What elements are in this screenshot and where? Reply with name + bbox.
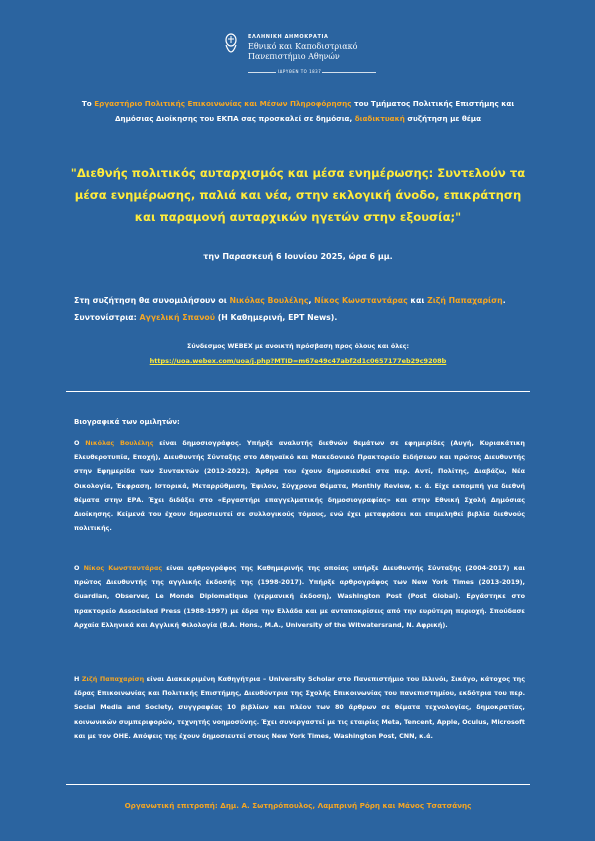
bio3-name: Ζιζή Παπαχαρίση xyxy=(81,675,145,683)
organizing-committee xyxy=(66,801,530,810)
webex-link[interactable]: https://uoa.webex.com/uoa/j.php?MTID=m67e49c47abf2d1c0657177eb29c9208b xyxy=(149,357,447,365)
speaker-name-1: Νικόλας Βουλέλης xyxy=(229,296,309,305)
logo-divider-left xyxy=(248,72,276,73)
intro-text-2: του Τμήματος Πολιτικής Επιστήμης και Δημόσιας Διοίκησης του ΕΚΠΑ σας προσκαλεί σε δημόσια, xyxy=(114,99,515,123)
intro-text-1: Το xyxy=(81,99,95,108)
university-crest-icon xyxy=(221,33,241,59)
speakers-text-2: . Συντονίστρια: xyxy=(74,296,506,322)
logo-line-1: ΕΛΛΗΝΙΚΗ ΔΗΜΟΚΡΑΤΙΑ xyxy=(248,34,329,40)
bios-heading: Βιογραφικά των ομιλητών: xyxy=(74,418,180,426)
speakers-text-1: Στη συζήτηση θα συνομιλήσουν οι xyxy=(74,296,230,305)
bio-voulelis xyxy=(74,436,525,535)
divider-bottom xyxy=(66,784,530,785)
bio2-name: Νίκος Κωνσταντάρας xyxy=(83,564,163,572)
intro-paragraph xyxy=(66,96,530,126)
logo-motto: ΙΔΡΥΘΕΝ ΤΟ 1837 xyxy=(278,69,322,74)
bio-konstantaras xyxy=(74,561,525,632)
organizing-names: Δημ. Α. Σωτηρόπουλος, Λαμπρινή Ρόρη και Μάνος Τσατσάνης xyxy=(217,801,472,810)
speakers-paragraph xyxy=(74,292,526,326)
university-logo xyxy=(221,33,377,81)
intro-text-3: συζήτηση με θέμα xyxy=(404,114,482,123)
bio-papacharissi xyxy=(74,672,525,743)
speaker-name-2: Νίκος Κωνσταντάρας xyxy=(314,296,408,305)
divider-top xyxy=(66,391,530,392)
bio1-name: Νικόλας Βουλέλης xyxy=(85,439,154,447)
bio3-text: είναι Διακεκριμένη Καθηγήτρια – University Scholar στο Πανεπιστήμιο του Ιλλινόι, Σικάγο, κάτοχος της έδρας Επικοινωνίας και Πολιτικής Επιστήμης, Διευθύντρια της Σχολής Επικοινωνίας του πανεπιστημίου, εκδότρια του περ. Social Media and Society, συγγραφέας 10 βιβλίων και πλέον των 80 άρθρων σε θέματα τεχνολογίας, δημοκρατίας, κοινωνικών συμπεριφορών, τεχνητής νοημοσύνης. Έχει συνεργαστεί με τις εταιρίες Meta, Tencent, Apple, Oculus, Microsoft και με τον ΟΗΕ. Απόψεις της έχουν δημοσιευτεί στους New York Times, Washington Post, CNN, κ.ά. xyxy=(74,675,525,740)
bio1-prefix: Ο xyxy=(74,439,86,447)
logo-line-3: Πανεπιστήμιο Αθηνών xyxy=(248,52,340,61)
bio1-text: είναι δημοσιογράφος. Υπήρξε αναλυτής διεθνών θεμάτων σε εφημερίδες (Αυγή, Κυριακάτικη Ελευθεροτυπία, Εποχή), Διευθυντής Σύνταξης στο Αθηναϊκό και Μακεδονικό Πρακτορείο Ειδήσεων και πρώτος Διευθυντής στην Εφημερίδα των Συντακτών (2012-2022). Άρθρα του έχουν δημοσιευθεί στα περ. Αντί, Πολίτης, Διαβάζω, Νέα Οικολογία, Έκφραση, Ιστορικά, Μεταρρύθμιση, Έψιλον, Σύγχρονα Θέματα, Monthly Review, κ. ά. Είχε εκπομπή για διεθνή θέματα στην ΕΡΑ. Έχει διδάξει στο «Εργαστήρι επαγγελματικής δημοσιογραφίας» και στην Εθνική Σχολή Δημόσιας Διοίκησης. Κείμενά του έχουν δημοσιευτεί σε συλλογικούς τόμους, ενώ έχει μεταφράσει και επιμεληθεί βιβλία διεθνούς πολιτικής. xyxy=(74,439,525,533)
speaker-name-3: Ζιζή Παπαχαρίση xyxy=(427,296,503,305)
moderator-name: Αγγελική Σπανού xyxy=(139,313,216,322)
bio3-prefix: Η xyxy=(74,675,82,683)
bio2-prefix: Ο xyxy=(74,564,84,572)
speakers-sep-2: και xyxy=(407,296,428,305)
bio2-text: είναι αρθρογράφος της Καθημερινής της οποίας υπήρξε Διευθυντής Σύνταξης (2004-2017) και πρώτος Διευθυντής της αγγλικής έκδοσής της (1998-2017). Υπήρξε αρθρογράφος των New York Times (2013-2019), Guardian, Observer, Le Monde Diplomatique (γερμανική έκδοση), Washington Post (Post Global). Εργάστηκε στο πρακτορείο Associated Press (1988-1997) με έδρα την Ελλάδα και με ανταποκρίσεις από την ευρύτερη περιοχή. Σπούδασε Αρχαία Ελληνικά και Αγγλική Φιλολογία (B.A. Hons., M.A., University of the Witwatersrand, N. Αφρική). xyxy=(74,564,525,629)
logo-divider-right xyxy=(322,72,376,73)
logo-line-2: Εθνικό και Καποδιστριακό xyxy=(248,42,358,51)
organizing-label: Οργανωτική επιτροπή: xyxy=(124,801,218,810)
online-label: διαδικτυακή xyxy=(354,114,405,123)
speakers-text-3: (Η Καθημερινή, ΕΡΤ News). xyxy=(215,313,338,322)
webex-label: Σύνδεσμος WEBEX με ανοικτή πρόσβαση προς όλους και όλες: xyxy=(187,343,409,350)
speakers-sep-1: , xyxy=(308,296,315,305)
event-title: "Διεθνής πολιτικός αυταρχισμός και μέσα ενημέρωσης: Συντελούν τα μέσα ενημέρωσης, παλιά και νέα, στην εκλογική άνοδο, επικράτηση και παραμονή αυταρχικών ηγετών στην εξουσία;" xyxy=(70,166,526,224)
lab-name: Εργαστήριο Πολιτικής Επικοινωνίας και Μέσων Πληροφόρησης xyxy=(94,99,352,108)
event-date: την Παρασκευή 6 Ιουνίου 2025, ώρα 6 μμ. xyxy=(203,252,393,261)
